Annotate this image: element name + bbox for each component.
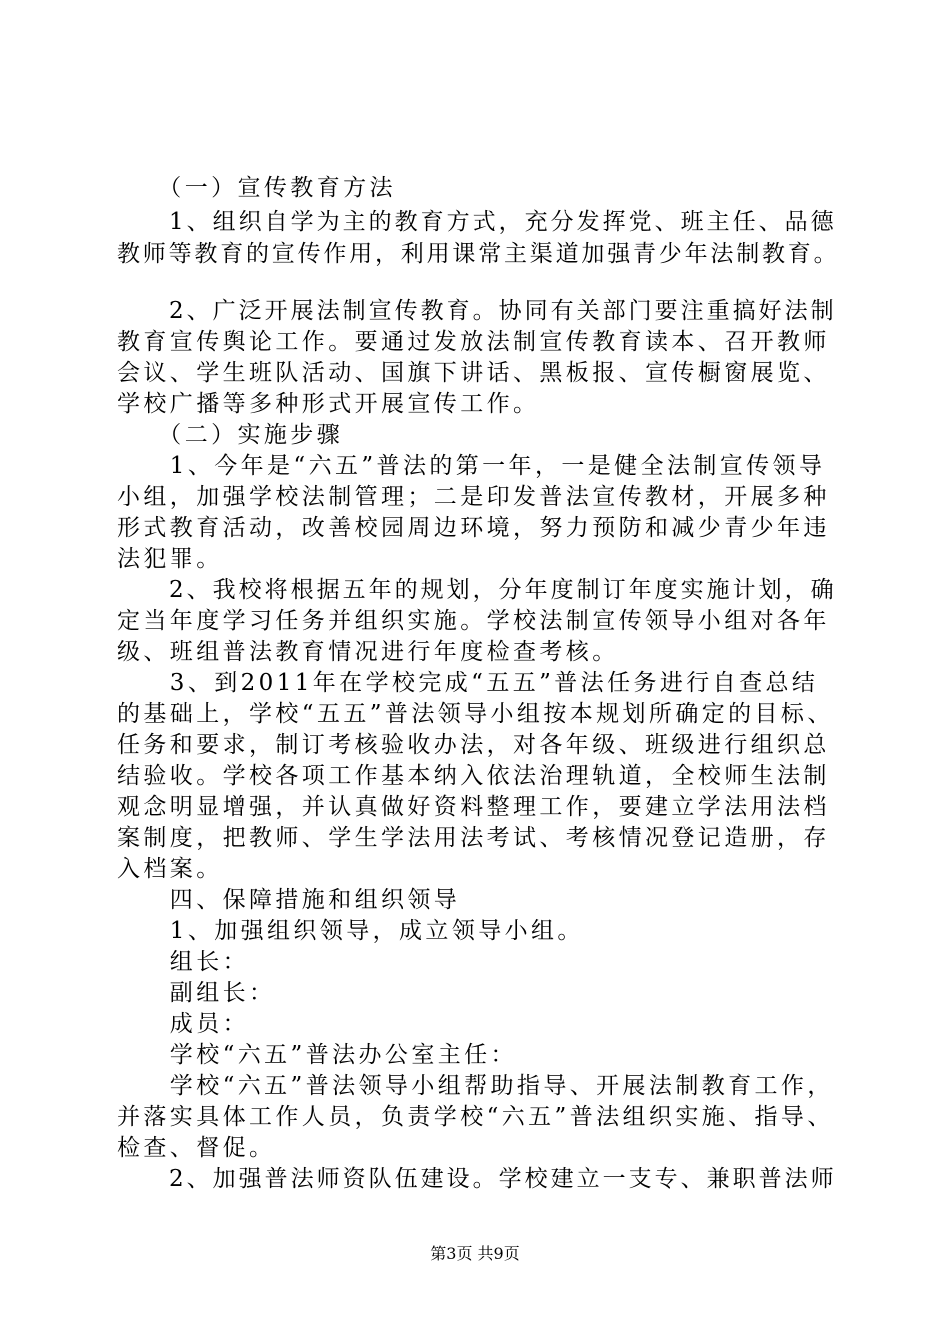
paragraph-line: 3、到2011年在学校完成“五五”普法任务进行自查总结	[117, 670, 819, 696]
paragraph-line: 形式教育活动，改善校园周边环境，努力预防和减少青少年违	[117, 515, 830, 541]
paragraph-line: 教师等教育的宣传作用，利用课常主渠道加强青少年法制教育。	[117, 241, 840, 267]
paragraph-line: 副组长：	[117, 980, 276, 1006]
paragraph-line: 小组，加强学校法制管理；二是印发普法宣传教材，开展多种	[117, 484, 830, 510]
paragraph-line: 2、我校将根据五年的规划，分年度制订年度实施计划，确	[117, 577, 837, 603]
paragraph-line: 案制度，把教师、学生学法用法考试、考核情况登记造册，存	[117, 825, 830, 851]
paragraph-line: 组长：	[117, 949, 249, 975]
section-heading: （一）宣传教育方法	[117, 175, 396, 201]
paragraph-line: 学校“六五”普法办公室主任：	[117, 1042, 517, 1068]
paragraph-line: 教育宣传舆论工作。要通过发放法制宣传教育读本、召开教师	[117, 329, 830, 355]
section-heading: （二）实施步骤	[117, 422, 344, 448]
paragraph-line: 检查、督促。	[117, 1135, 276, 1161]
paragraph-line: 法犯罪。	[117, 546, 223, 572]
paragraph-line: 入档案。	[117, 856, 223, 882]
page-footer: 第3页 共9页	[430, 1244, 520, 1263]
paragraph-line: 1、今年是“六五”普法的第一年，一是健全法制宣传领导	[117, 453, 826, 479]
paragraph-line: 定当年度学习任务并组织实施。学校法制宣传领导小组对各年	[117, 608, 830, 634]
paragraph-line: 2、广泛开展法制宣传教育。协同有关部门要注重搞好法制	[117, 298, 837, 324]
paragraph-line: 观念明显增强，并认真做好资料整理工作，要建立学法用法档	[117, 794, 830, 820]
paragraph-line: 任务和要求，制订考核验收办法，对各年级、班级进行组织总	[117, 732, 830, 758]
paragraph-line: 并落实具体工作人员，负责学校“六五”普法组织实施、指导、	[117, 1104, 834, 1130]
paragraph-line: 学校“六五”普法领导小组帮助指导、开展法制教育工作，	[117, 1073, 834, 1099]
paragraph-line: 的基础上，学校“五五”普法领导小组按本规划所确定的目标、	[117, 701, 834, 727]
section-heading: 四、保障措施和组织领导	[117, 887, 461, 913]
paragraph-line: 级、班组普法教育情况进行年度检查考核。	[117, 639, 619, 665]
paragraph-line: 结验收。学校各项工作基本纳入依法治理轨道，全校师生法制	[117, 763, 830, 789]
paragraph-line: 会议、学生班队活动、国旗下讲话、黑板报、宣传橱窗展览、	[117, 360, 830, 386]
paragraph-line: 2、加强普法师资队伍建设。学校建立一支专、兼职普法师	[117, 1166, 837, 1192]
paragraph-line: 成员：	[117, 1011, 249, 1037]
paragraph-line: 学校广播等多种形式开展宣传工作。	[117, 391, 540, 417]
paragraph-line: 1、组织自学为主的教育方式，充分发挥党、班主任、品德	[117, 209, 837, 235]
paragraph-line: 1、加强组织领导，成立领导小组。	[117, 918, 584, 944]
